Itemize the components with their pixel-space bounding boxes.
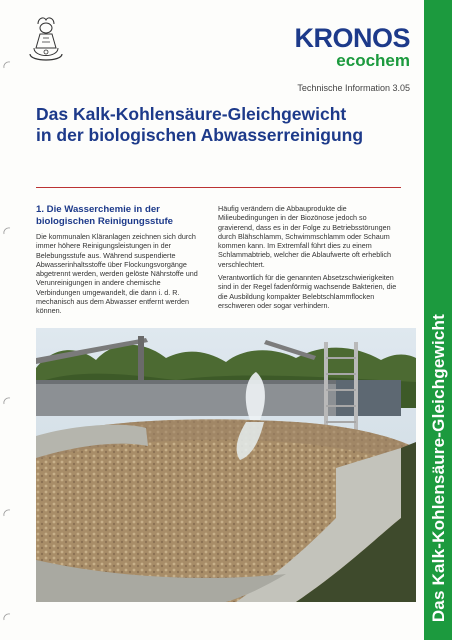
emblem-logo-icon [24, 14, 68, 66]
brand-sub-eco: eco [336, 51, 366, 70]
title-line: Das Kalk-Kohlensäure-Gleichgewicht [36, 104, 347, 124]
side-color-band [424, 0, 452, 640]
aeration-basin-photo [36, 328, 416, 602]
right-text-column [218, 204, 400, 314]
body-paragraph: Verantwortlich für die genannten Absetzschwierigkeiten sind in der Regel fadenförmig wachsende Bakterien, die die Ausbildung kompakter Belebtschlammflocken erschweren oder sogar verhindern. [218, 273, 397, 310]
binding-hole-mark [2, 612, 12, 622]
brand-subname [294, 52, 410, 70]
brand-sub-chem: chem [365, 51, 410, 70]
binding-hole-mark [2, 60, 12, 70]
section-heading-line: 1. Die Wasserchemie in der [36, 204, 160, 215]
title-divider [36, 187, 401, 188]
side-band-title: Das Kalk-Kohlensäure-Gleichgewicht [429, 313, 448, 622]
binding-hole-mark [2, 226, 12, 236]
brand-block [294, 24, 410, 70]
section-heading [36, 204, 206, 228]
document-title [36, 104, 396, 146]
left-text-column [36, 204, 206, 320]
body-paragraph: Häufig verändern die Abbauprodukte die Milieubedingungen in der Biozönose jedoch so gravierend, dass es in der Folge zu Betriebsstörungen durch Blähschlamm, Schwimmschlamm oder Schaum kommen kann. Im Extremfall führt dies zu einem Schlammabtrieb, welcher die Ablaufwerte oft erheblich verschlechtert. [218, 204, 391, 269]
body-paragraph: Die kommunalen Kläranlagen zeichnen sich durch immer höhere Reinigungsleistungen in der Belebungsstufe aus. Während suspendierte Abwasserinhaltsstoffe über Flockungsvorgänge abgetrennt werden, werden gelöste Nährstoffe und Verunreinigungen in andere chemische Verbindungen umgewandelt, die dann i. d. R. mechanisch aus dem Abwasser entfernt werden können. [36, 232, 198, 316]
technical-info-number: Technische Information 3.05 [297, 83, 410, 93]
binding-hole-mark [2, 396, 12, 406]
binding-hole-mark [2, 508, 12, 518]
brand-name: KRONOS [294, 23, 410, 53]
section-heading-line: biologischen Reinigungsstufe [36, 216, 173, 227]
title-line: in der biologischen Abwasserreinigung [36, 125, 364, 145]
